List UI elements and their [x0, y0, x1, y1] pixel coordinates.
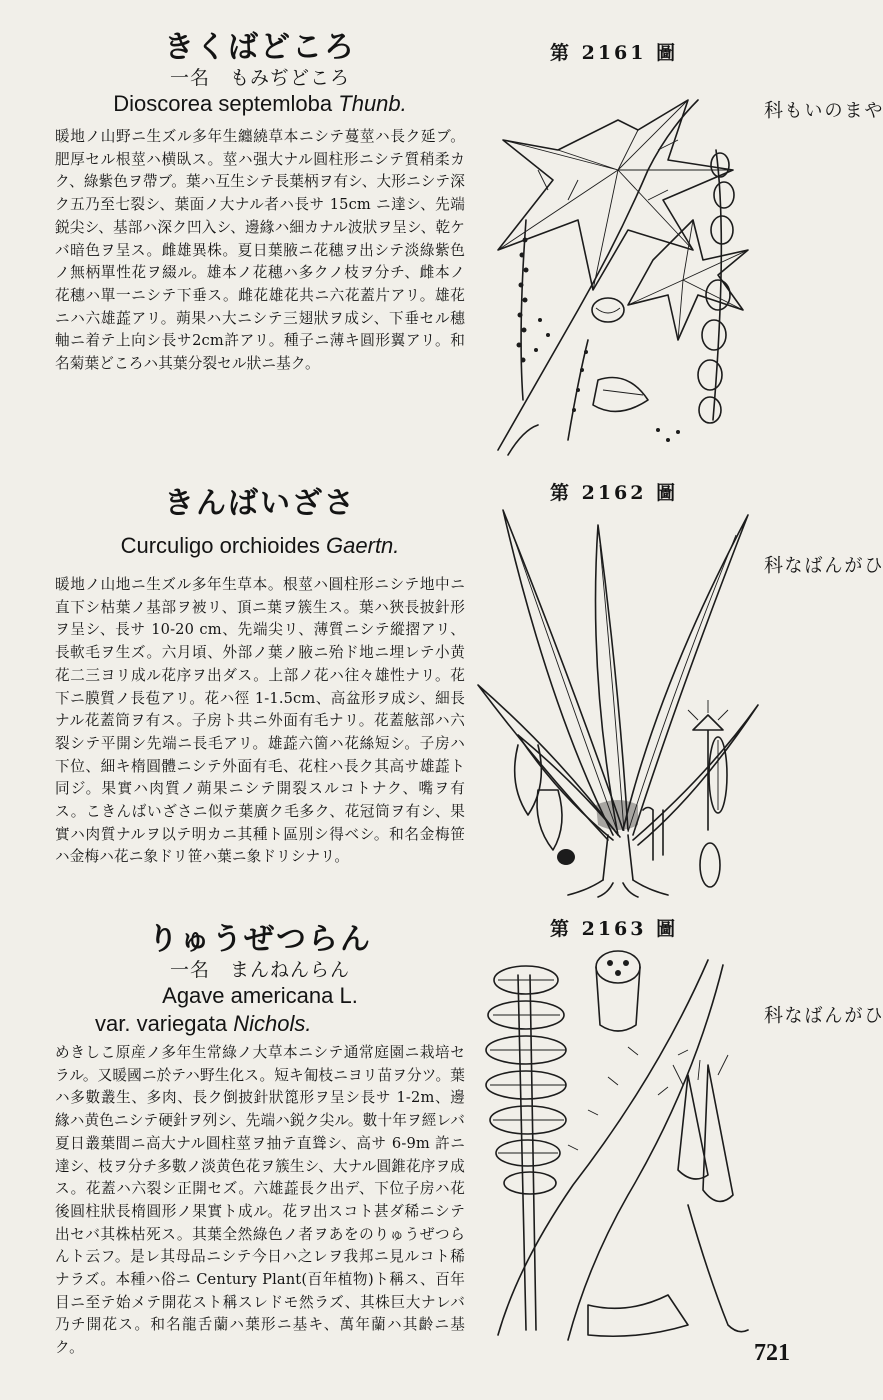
figure-label: 第 2162 圖 — [550, 482, 679, 504]
entry-alias: 一名 まんねんらん — [169, 959, 350, 981]
entry-title: りゅうぜつらん — [148, 922, 372, 957]
plant-family: やまのいも科 — [761, 100, 883, 122]
plant-family: ひがんばな科 — [761, 1005, 883, 1027]
illustration-dioscorea — [478, 80, 763, 460]
entry-alias: 一名 もみぢどころ — [169, 67, 350, 89]
entry-description: 暖地ノ山野ニ生ズル多年生纏繞草本ニシテ蔓莖ハ長ク延ブ。肥厚セル根莖ハ横臥ス。莖ハ强大ナル圓柱形ニシテ質稍柔カク、綠紫色ヲ帶ブ。葉ハ互生シテ長葉柄ヲ有シ、大形ニシテ深ク五乃至七裂シ、葉面ノ大ナル者ハ長サ 15cm ニ達シ、先端鋭尖シ、基部ハ深ク凹入シ、邊緣ハ細カナル波狀ヲ呈シ、乾ケバ暗色ヲ呈ス。雌雄異株。夏日葉腋ニ花穗ヲ出シテ淡綠紫色ノ無柄單性花ヲ綴ル。雄本ノ花穗ハ多クノ枝ヲ分チ、雌本ノ花穗ハ單一ニシテ下垂ス。雌花雄花共ニ六花蓋片アリ。雄花ニハ六雄蕋アリ。蒴果ハ大ニシテ三翅狀ヲ成シ、下垂セル穗軸ニ着テ上向シ長サ2cm許アリ。種子ニ薄キ圓形翼アリ。和名菊葉どころハ其葉分裂セル狀ニ基ク。 — [55, 128, 465, 373]
entry-title: きんばいざさ — [164, 486, 356, 521]
scientific-name — [55, 982, 465, 1010]
plant-family: ひがんばな科 — [761, 555, 883, 577]
scientific-name-text: Curculigo orchioides — [120, 533, 320, 558]
scientific-name-text: Dioscorea septemloba — [113, 91, 333, 116]
scientific-name — [55, 532, 465, 560]
variety-authority: Nichols. — [233, 1011, 312, 1036]
scientific-name-text: Agave americana — [162, 983, 334, 1008]
authority: L. — [339, 983, 358, 1008]
entry-description: 暖地ノ山地ニ生ズル多年生草本。根莖ハ圓柱形ニシテ地中ニ直下シ枯葉ノ基部ヲ被リ、頂ニ葉ヲ簇生ス。葉ハ狹長披針形ヲ呈シ、長サ 10-20 cm、先端尖リ、薄質ニシテ縱摺アリ、長軟毛ヲ生ズ。六月頃、外部ノ葉ノ腋ニ殆ド地ニ埋レテ小黄花二三ヨリ成ル花序ヲ出ダス。上部ノ花ハ往々雄性ナリ。花下ニ膜質ノ長苞アリ。花ハ徑 1-1.5cm、高盆形ヲ成シ、細長ナル花蓋筒ヲ有ス。子房ト共ニ外面有毛ナリ。花蓋舷部ハ六裂シテ平開シ先端ニ長毛アリ。雄蕋六箇ハ花絲短シ。子房ハ下位、細キ楕圓體ニシテ外面有毛、花柱ハ長ク其高サ雄蕋ト同ジ。果實ハ肉質ノ蒴果ニシテ開裂スルコトナク、嘴ヲ有ス。こきんばいざさニ似テ葉廣ク毛多ク、花冠筒ヲ有シ、果實ハ肉質ナルヲ以テ明カニ其種ト區別シ得ベシ。和名金梅笹ハ金梅ハ花ニ象ドリ笹ハ葉ニ象ドリシナリ。 — [55, 576, 465, 866]
entry-text — [55, 30, 465, 376]
figure-label: 第 2161 圖 — [550, 42, 679, 64]
authority: Thunb. — [338, 91, 407, 116]
entry-description: めきしこ原産ノ多年生常綠ノ大草本ニシテ通常庭園ニ栽培セラル。又暖國ニ於テハ野生化ス。短キ匍枝ニヨリ苗ヲ分ツ。葉ハ多數叢生、多肉、長ク倒披針狀箆形ヲ呈シ長サ 1-2m、邊緣ハ黄色ニシテ硬針ヲ列シ、先端ハ鋭ク尖ル。數十年ヲ經レバ夏日叢葉間ニ高大ナル圓柱莖ヲ抽テ直聳シ、高サ 6-9m 許ニ達シ、枝ヲ分チ多數ノ淡黄色花ヲ簇生シ、大ナル圓錐花序ヲ成ス。花蓋ハ六裂シ正開セズ。六雄蕋長ク出デ、下位子房ハ花後圓柱狀長楕圓形ノ果實ト成ル。花ヲ出スコト甚ダ稀ニシテ出セバ其株枯死ス。其葉全然綠色ノ者ヲあをのりゅうぜつらんト云フ。是レ其母品ニシテ今日ハ之レヲ我邦ニ見ルコト稀ナラズ。本種ハ俗ニ Century Plant(百年植物)ト稱ス、百年目ニ至テ始メテ開花スト稱スレドモ然ラズ、其株巨大ナレバ乃チ開花ス。和名龍舌蘭ハ葉形ニ基キ、萬年蘭ハ其齡ニ基ク。 — [55, 1044, 465, 1357]
page-number: 721 — [754, 1340, 790, 1366]
scientific-variety — [55, 1010, 465, 1038]
variety-text: var. variegata — [95, 1011, 228, 1036]
scientific-name — [55, 90, 465, 118]
entry-title: きくばどころ — [164, 30, 356, 65]
entry-text — [55, 922, 465, 1360]
entry-text — [55, 486, 465, 869]
authority: Gaertn. — [326, 533, 400, 558]
figure-label: 第 2163 圖 — [550, 918, 679, 940]
illustration-agave — [478, 945, 763, 1340]
illustration-curculigo — [478, 505, 763, 900]
